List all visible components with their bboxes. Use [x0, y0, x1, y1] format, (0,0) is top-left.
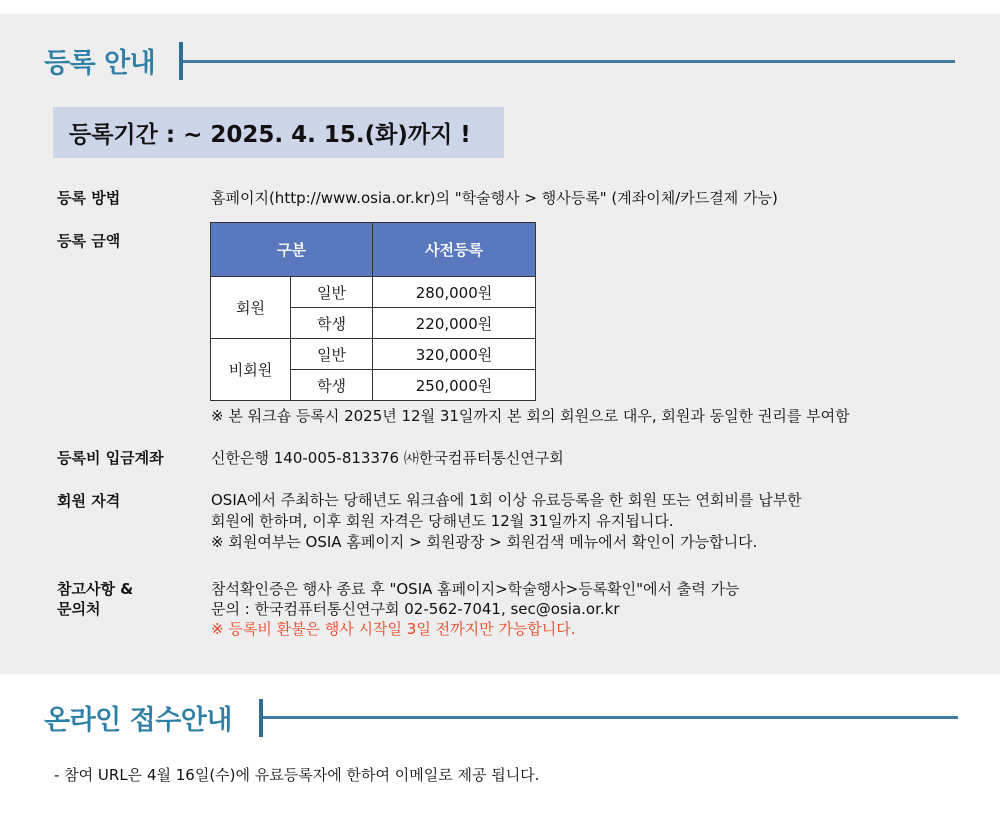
qualification-line: OSIA에서 주최하는 당해년도 워크숍에 1회 이상 유료등록을 한 회원 또는 연회비를 납부한: [211, 491, 802, 509]
fee-header-preregistration: 사전등록: [373, 223, 536, 277]
online-note: - 참여 URL은 4월 16일(수)에 유료등록자에 한하여 이메일로 제공 됩니다.: [54, 766, 540, 784]
contact-info: 문의 : 한국컴퓨터통신연구회 02-562-7041, sec@osia.or.kr: [211, 600, 620, 618]
fee-type-cell: 학생: [291, 370, 373, 401]
title-underline: [183, 60, 955, 63]
nonmember-group-cell: 비회원: [211, 339, 291, 401]
registration-section-title: 등록 안내: [44, 48, 156, 79]
member-group-cell: 회원: [211, 277, 291, 339]
fee-type-cell: 일반: [291, 277, 373, 308]
registration-period-text: 등록기간 : ~ 2025. 4. 15.(화)까지 !: [69, 122, 471, 148]
fee-note: ※ 본 워크숍 등록시 2025년 12월 31일까지 본 회의 회원으로 대우, 회원과 동일한 권리를 부여함: [211, 407, 850, 425]
account-value: 신한은행 140-005-813376 ㈔한국컴퓨터통신연구회: [211, 449, 564, 467]
qualification-text: [211, 490, 802, 553]
fee-label: 등록 금액: [57, 232, 121, 250]
fee-type-cell: 학생: [291, 308, 373, 339]
online-section-title: 온라인 접수안내: [44, 705, 232, 736]
fee-amount-cell: 280,000원: [373, 277, 536, 308]
refund-notice: ※ 등록비 환불은 행사 시작일 3일 전까지만 가능합니다.: [211, 620, 576, 638]
qualification-label: 회원 자격: [57, 492, 121, 510]
reference-label-line: 문의처: [57, 600, 101, 618]
qualification-line: 회원에 한하며, 이후 회원 자격은 당해년도 12월 31일까지 유지됩니다.: [211, 512, 674, 530]
fee-type-cell: 일반: [291, 339, 373, 370]
qualification-note: ※ 회원여부는 OSIA 홈페이지 > 회원광장 > 회원검색 메뉴에서 확인이 가능합니다.: [211, 533, 758, 551]
online-title-underline: [263, 716, 958, 719]
registration-period-box: [53, 107, 504, 158]
table-row: [211, 277, 536, 308]
reference-label: [57, 579, 133, 619]
reference-text: [211, 579, 740, 639]
table-row: [211, 339, 536, 370]
method-label: 등록 방법: [57, 189, 121, 207]
certificate-info: 참석확인증은 행사 종료 후 "OSIA 홈페이지>학술행사>등록확인"에서 출력 가능: [211, 580, 740, 598]
fee-amount-cell: 220,000원: [373, 308, 536, 339]
method-value: 홈페이지(http://www.osia.or.kr)의 "학술행사 > 행사등록" (계좌이체/카드결제 가능): [211, 189, 778, 207]
fee-amount-cell: 320,000원: [373, 339, 536, 370]
fee-header-category: 구분: [211, 223, 373, 277]
account-label: 등록비 입금계좌: [57, 449, 164, 467]
fee-amount-cell: 250,000원: [373, 370, 536, 401]
reference-label-line: 참고사항 &: [57, 580, 134, 598]
fee-table: [210, 222, 536, 401]
fee-table-header-row: [211, 223, 536, 277]
